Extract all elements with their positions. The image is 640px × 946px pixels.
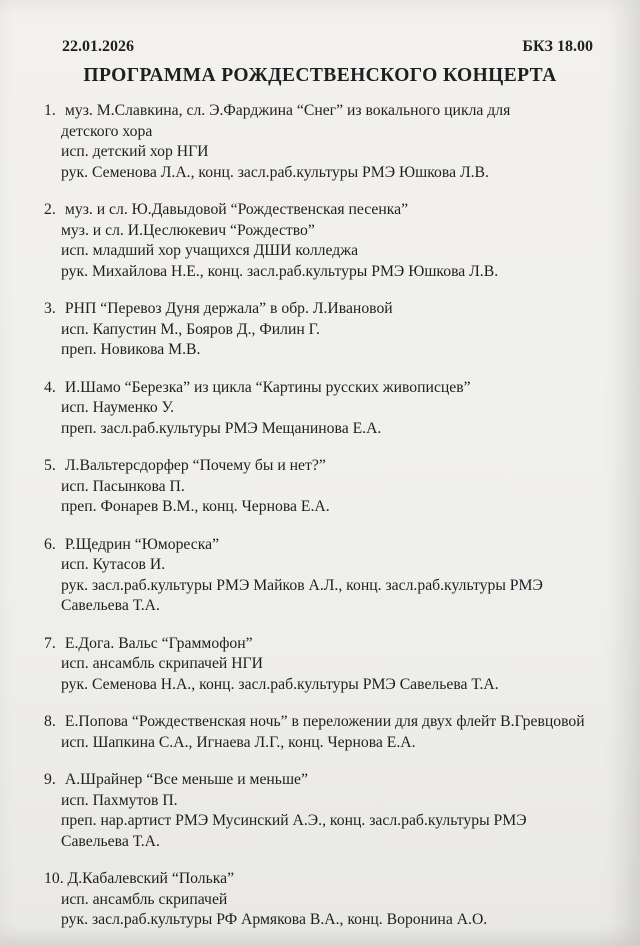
item-number: 10. — [44, 870, 64, 887]
item-number: 7. — [44, 634, 56, 652]
program-item-heading — [44, 634, 620, 655]
program-item-heading — [44, 299, 620, 320]
concert-date: 22.01.2026 — [62, 38, 134, 55]
program-item-detail: исп. Пасынкова П. — [61, 477, 185, 495]
program-item-heading — [44, 535, 620, 556]
item-number: 5. — [44, 457, 56, 474]
program-item-detail: исп. ансамбль скрипачей — [61, 890, 228, 908]
program-item-heading — [44, 770, 620, 791]
venue-time: БКЗ 18.00 — [522, 38, 593, 55]
item-text: РНП “Перевоз Дуня держала” в обр. Л.Ивановой — [64, 300, 393, 317]
program-item-detail: исп. Пахмутов П. — [61, 791, 178, 809]
item-number: 6. — [44, 535, 56, 553]
program-item-detail: исп. младший хор учащихся ДШИ колледжа — [61, 242, 359, 259]
program-item-heading — [44, 456, 620, 477]
program-item — [44, 200, 620, 282]
program-item-detail: Савельева Т.А. — [61, 832, 160, 850]
program-item-detail: исп. ансамбль скрипачей НГИ — [61, 655, 263, 672]
program-item-heading — [44, 869, 620, 890]
program-item-heading — [44, 378, 620, 399]
program-item-detail: рук. Семенова Л.А., конц. засл.раб.культуры РМЭ Юшкова Л.В. — [61, 163, 489, 181]
program-item-detail: рук. Семенова Н.А., конц. засл.раб.культуры РМЭ Савельева Т.А. — [61, 675, 499, 693]
program-item-detail: исп. Шапкина С.А., Игнаева Л.Г., конц. Чернова Е.А. — [61, 733, 416, 751]
item-text: Е.Попова “Рождественская ночь” в переложении для двух флейт В.Гревцовой — [64, 713, 585, 730]
program-item — [44, 869, 620, 931]
item-text: Д.Кабалевский “Полька” — [67, 870, 235, 887]
page-title: ПРОГРАММА РОЖДЕСТВЕНСКОГО КОНЦЕРТА — [83, 65, 557, 86]
program-item-heading — [44, 200, 620, 221]
header — [62, 38, 593, 58]
program-item — [44, 456, 620, 518]
program-item — [44, 634, 620, 696]
program-item-detail: преп. засл.раб.культуры РМЭ Мещанинова Е.А. — [61, 419, 382, 437]
program-item-detail: рук. засл.раб.культуры РФ Армякова В.А., конц. Воронина А.О. — [61, 911, 488, 928]
program-item-detail: исп. детский хор НГИ — [61, 143, 209, 160]
item-text: А.Шрайнер “Все меньше и меньше” — [64, 771, 308, 788]
program-item-detail: исп. Капустин М., Бояров Д., Филин Г. — [61, 320, 320, 338]
item-text: муз. М.Славкина, сл. Э.Фарджина “Снег” из вокального цикла для — [64, 102, 511, 119]
program-item — [44, 299, 620, 361]
item-number: 4. — [44, 378, 56, 396]
item-text: Л.Вальтерсдорфер “Почему бы и нет?” — [64, 457, 326, 474]
item-number: 9. — [44, 771, 56, 788]
program-item-detail: муз. и сл. И.Цеслюкевич “Рождество” — [61, 221, 315, 239]
program-item-detail: рук. Михайлова Н.Е., конц. засл.раб.культуры РМЭ Юшкова Л.В. — [61, 262, 499, 280]
program-item-heading — [44, 101, 620, 122]
item-text: И.Шамо “Березка” из цикла “Картины русских живописцев” — [64, 378, 471, 396]
program-item-detail: преп. нар.артист РМЭ Мусинский А.Э., конц. засл.раб.культуры РМЭ — [61, 812, 527, 829]
program-item — [44, 378, 620, 440]
program-item — [44, 770, 620, 852]
program-item — [44, 101, 620, 183]
item-number: 2. — [44, 201, 56, 218]
program-item-detail: рук. засл.раб.культуры РМЭ Майков А.Л., конц. засл.раб.культуры РМЭ — [61, 576, 543, 594]
item-text: Е.Дога. Вальс “Граммофон” — [64, 634, 253, 652]
program-item-detail: преп. Новикова М.В. — [61, 341, 201, 358]
item-number: 1. — [44, 102, 56, 119]
program-item — [44, 712, 620, 753]
item-number: 3. — [44, 300, 56, 317]
item-number: 8. — [44, 713, 56, 730]
program-item-detail: исп. Кутасов И. — [61, 556, 166, 573]
program-item-detail: преп. Фонарев В.М., конц. Чернова Е.А. — [61, 498, 330, 515]
program-list — [44, 101, 620, 946]
program-item — [44, 535, 620, 617]
program-item-detail: исп. Науменко У. — [61, 399, 175, 416]
program-item-detail: Савельева Т.А. — [61, 597, 160, 614]
item-text: муз. и сл. Ю.Давыдовой “Рождественская песенка” — [64, 201, 409, 218]
item-text: Р.Щедрин “Юмореска” — [64, 535, 220, 553]
program-item-detail: детского хора — [61, 122, 153, 140]
program-item-heading — [44, 712, 620, 733]
